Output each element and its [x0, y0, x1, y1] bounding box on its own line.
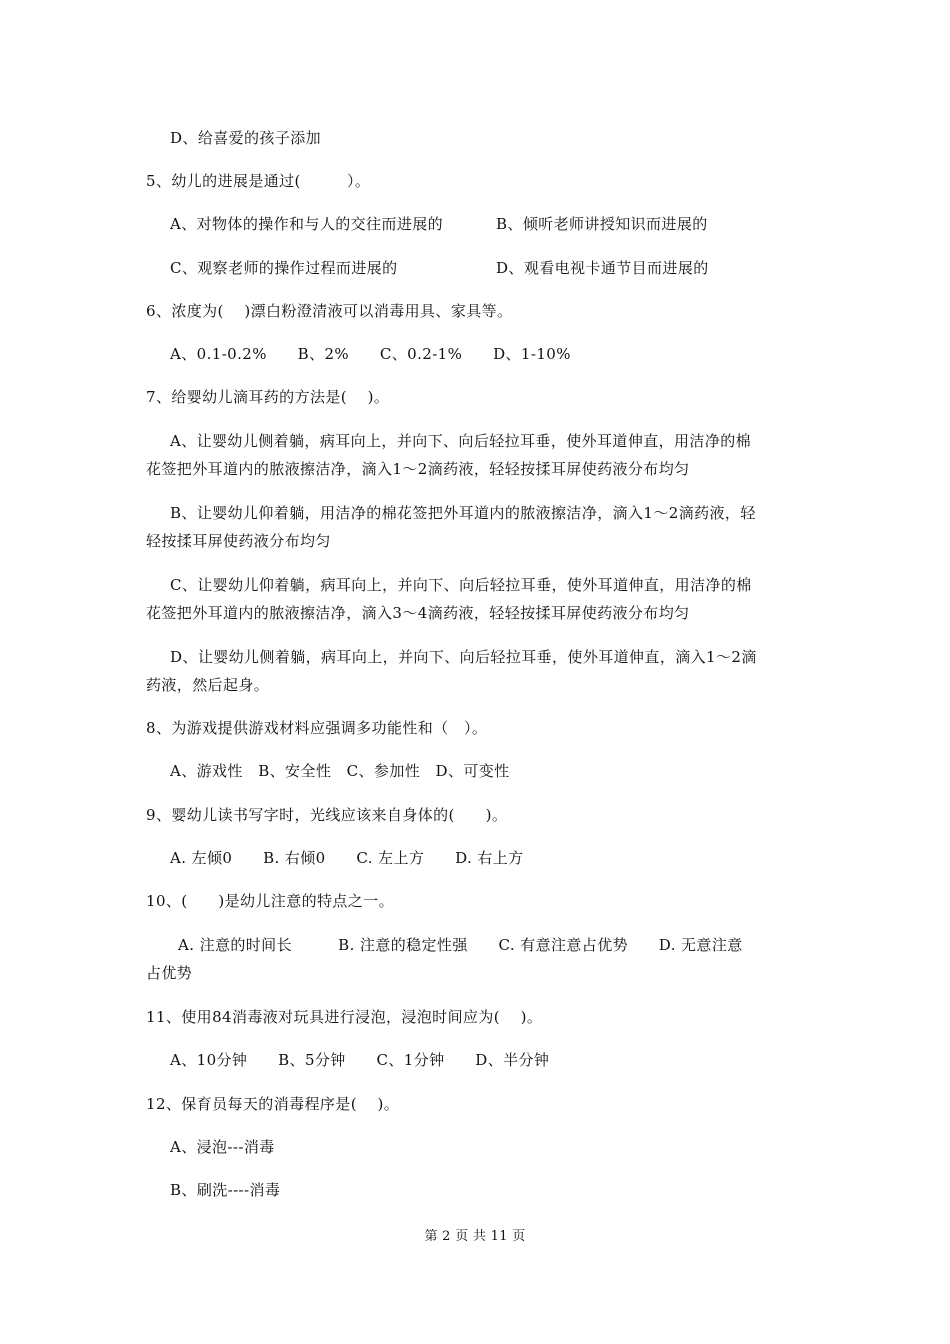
question-5: 5、幼儿的进展是通过( ）。: [146, 172, 371, 190]
options-9: A. 左倾0 B. 右倾0 C. 左上方 D. 右上方: [170, 849, 524, 867]
option-7a-line1: A、让婴幼儿侧着躺，病耳向上，并向下、向后轻拉耳垂，使外耳道伸直，用洁净的棉: [170, 432, 752, 450]
question-11: 11、使用84消毒液对玩具进行浸泡，浸泡时间应为( )。: [146, 1008, 543, 1026]
option-12a: A、浸泡---消毒: [170, 1138, 275, 1156]
option-7c-line2: 花签把外耳道内的脓液擦洁净，滴入3～4滴药液，轻轻按揉耳屏使药液分布均匀: [146, 604, 690, 622]
option-12b: B、刷洗----消毒: [170, 1181, 281, 1199]
options-8: A、游戏性 B、安全性 C、参加性 D、可变性: [170, 762, 510, 780]
options-6: A、0.1-0.2% B、2% C、0.2-1% D、1-10%: [170, 345, 571, 363]
options-10: A. 注意的时间长 B. 注意的稳定性强 C. 有意注意占优势 D. 无意注意: [178, 936, 743, 954]
option-7b-line2: 轻按揉耳屏使药液分布均匀: [146, 532, 331, 550]
option-5c: C、观察老师的操作过程而进展的: [170, 259, 398, 277]
options-11: A、10分钟 B、5分钟 C、1分钟 D、半分钟: [170, 1051, 550, 1069]
option-7d-line1: D、让婴幼儿侧着躺，病耳向上，并向下、向后轻拉耳垂，使外耳道伸直，滴入1～2滴: [170, 648, 757, 666]
question-10: 10、( )是幼儿注意的特点之一。: [146, 892, 394, 910]
question-12: 12、保育员每天的消毒程序是( )。: [146, 1095, 400, 1113]
question-8: 8、为游戏提供游戏材料应强调多功能性和（ ）。: [146, 719, 488, 737]
option-7d-line2: 药液，然后起身。: [146, 676, 270, 694]
option-7b-line1: B、让婴幼儿仰着躺，用洁净的棉花签把外耳道内的脓液擦洁净，滴入1～2滴药液，轻: [170, 504, 756, 522]
question-7: 7、给婴幼儿滴耳药的方法是( )。: [146, 388, 390, 406]
option-4d: D、给喜爱的孩子添加: [170, 129, 322, 147]
option-7c-line1: C、让婴幼儿仰着躺，病耳向上，并向下、向后轻拉耳垂，使外耳道伸直，用洁净的棉: [170, 576, 752, 594]
option-5a: A、对物体的操作和与人的交往而进展的: [170, 215, 444, 233]
option-5d: D、观看电视卡通节目而进展的: [496, 259, 709, 277]
question-6: 6、浓度为( )漂白粉澄清液可以消毒用具、家具等。: [146, 302, 513, 320]
options-10-cont: 占优势: [146, 964, 193, 982]
option-5b: B、倾听老师讲授知识而进展的: [496, 215, 708, 233]
page-footer: 第 2 页 共 11 页: [424, 1229, 526, 1244]
option-7a-line2: 花签把外耳道内的脓液擦洁净，滴入1～2滴药液，轻轻按揉耳屏使药液分布均匀: [146, 460, 690, 478]
question-9: 9、婴幼儿读书写字时，光线应该来自身体的( )。: [146, 806, 508, 824]
